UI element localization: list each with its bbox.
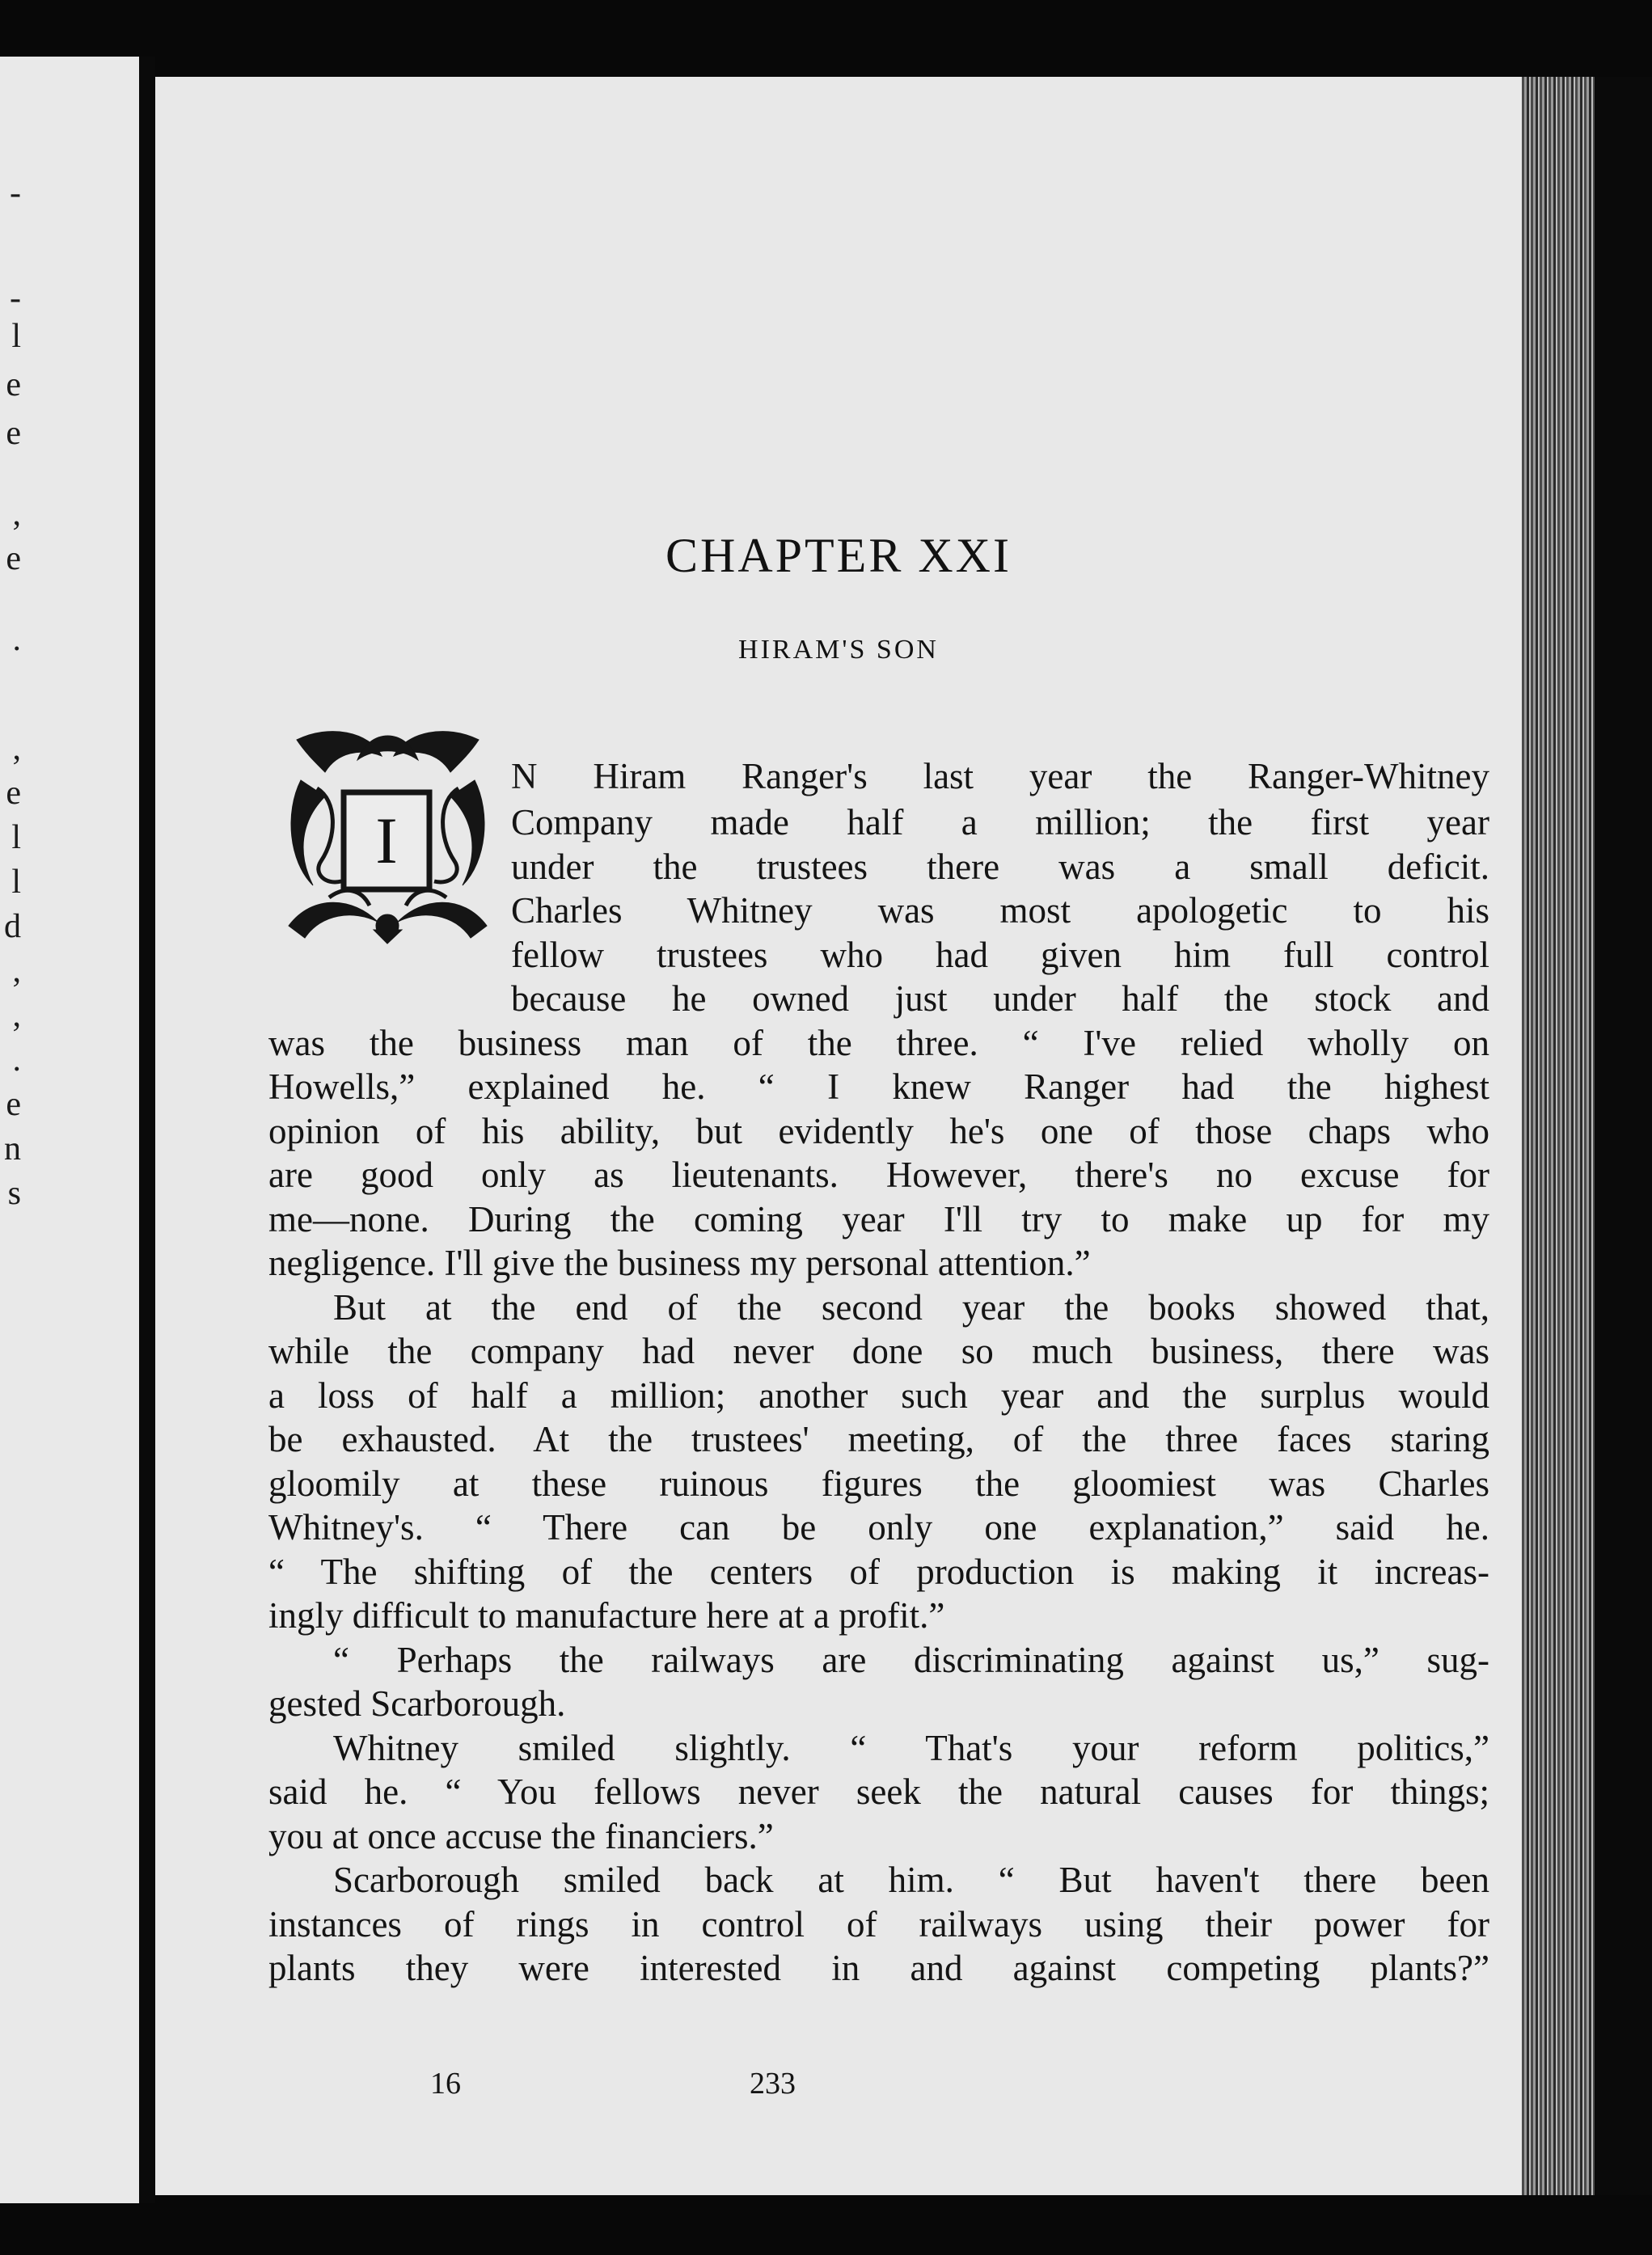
chapter-subtitle: HIRAM'S SON <box>738 635 939 665</box>
text-line: said he. “ You fellows never seek the natural causes for things; <box>268 1771 1489 1812</box>
margin-char: s <box>7 1175 21 1212</box>
text-line: are good only as lieutenants. However, there's no excuse for <box>268 1155 1489 1195</box>
text-line: while the company had never done so much business, there was <box>268 1331 1489 1371</box>
margin-char: , <box>12 952 21 990</box>
text-line: Howells,” explained he. “ I knew Ranger had the highest <box>268 1066 1489 1107</box>
margin-char: - <box>10 280 21 317</box>
margin-char: e <box>6 775 21 812</box>
text-line: you at once accuse the financiers.” <box>268 1815 774 1856</box>
text-line: Whitney's. “ There can be only one explanation,” said he. <box>268 1507 1489 1548</box>
margin-char: e <box>6 1086 21 1123</box>
text-line: Whitney smiled slightly. “ That's your reform politics,” <box>333 1727 1489 1768</box>
margin-char: e <box>6 540 21 577</box>
body-text <box>268 800 1489 1991</box>
page-number: 233 <box>750 2067 796 2101</box>
text-line: was the business man of the three. “ I've relied wholly on <box>268 1022 1489 1063</box>
text-line: me—none. During the coming year I'll try to make up for my <box>268 1198 1489 1239</box>
chapter-title: CHAPTER XXI <box>665 529 1012 582</box>
text-line: because he owned just under half the stock and <box>511 978 1489 1019</box>
text-line: Company made half a million; the first year <box>511 802 1489 842</box>
first-line: N Hiram Ranger's last year the Ranger-Whitney <box>511 756 1489 796</box>
text-line: negligence. I'll give the business my personal attention.” <box>268 1243 1091 1283</box>
previous-page-margin-text <box>0 57 32 2203</box>
text-line: plants they were interested in and against competing plants?” <box>268 1948 1489 1988</box>
margin-char: n <box>4 1130 21 1168</box>
text-line: a loss of half a million; another such year and the surplus would <box>268 1375 1489 1416</box>
margin-char: l <box>11 864 21 901</box>
book-gutter <box>139 57 155 2203</box>
margin-char: - <box>10 175 21 212</box>
text-line: instances of rings in control of railways using their power for <box>268 1903 1489 1945</box>
margin-char: d <box>4 908 21 945</box>
margin-char: l <box>11 819 21 856</box>
text-line: gested Scarborough. <box>268 1683 566 1724</box>
margin-char: , <box>12 730 21 767</box>
text-line: gloomily at these ruinous figures the gloomiest was Charles <box>268 1463 1489 1504</box>
margin-char: , <box>12 496 21 533</box>
margin-char: l <box>11 318 21 355</box>
margin-char: . <box>12 1041 21 1079</box>
margin-char: e <box>6 366 21 403</box>
margin-char: , <box>12 997 21 1034</box>
page-edge-shadow <box>1595 77 1652 2195</box>
text-line: opinion of his ability, but evidently he's one of those chaps who <box>268 1110 1489 1151</box>
text-line: ingly difficult to manufacture here at a profit.” <box>268 1595 945 1636</box>
text-line: Scarborough smiled back at him. “ But haven't there been <box>333 1860 1489 1900</box>
page-edges <box>1522 77 1595 2195</box>
text-line: But at the end of the second year the books showed that, <box>333 1286 1489 1328</box>
text-line: be exhausted. At the trustees' meeting, of the three faces staring <box>268 1419 1489 1459</box>
text-line: Charles Whitney was most apologetic to his <box>511 890 1489 931</box>
margin-char: . <box>12 621 21 658</box>
book-page <box>155 77 1522 2195</box>
drop-cap-letter: I <box>375 804 398 877</box>
text-line: “ The shifting of the centers of production is making it increas- <box>268 1551 1489 1592</box>
text-line: “ Perhaps the railways are discriminating against us,” sug- <box>333 1639 1489 1680</box>
text-line: under the trustees there was a small deficit. <box>511 846 1489 887</box>
previous-page <box>0 57 139 2203</box>
signature-mark: 16 <box>430 2067 461 2101</box>
margin-char: e <box>6 415 21 452</box>
text-line: fellow trustees who had given him full control <box>511 934 1489 975</box>
